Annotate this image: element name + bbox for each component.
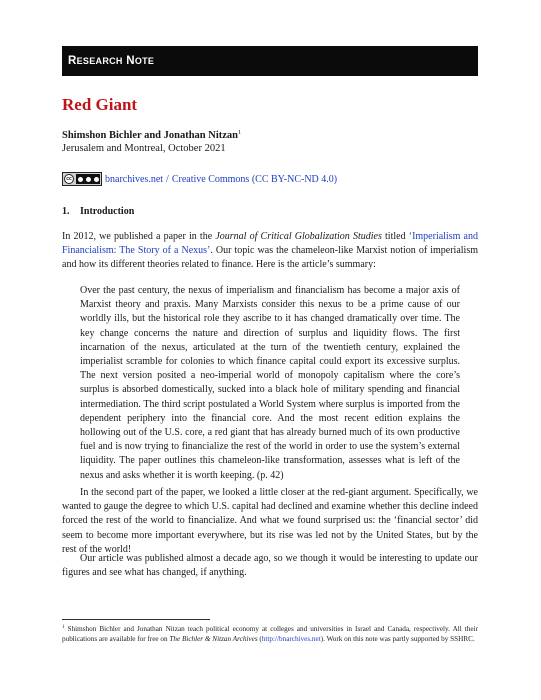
- intro-paragraph: [62, 230, 478, 273]
- text-run: . Our topic was the chameleon-like Marxist notion of imperialism and how its different theories related to finance. Here is the article’s summary:: [62, 245, 478, 271]
- banner-letter: N: [126, 55, 135, 67]
- summary-blockquote: Over the past century, the nexus of imperialism and financialism has become a major axis of Marxist theory and praxis. Many Marxists consider this nexus to be a prime cause of our worldly ills, but the historical role they ascribe to it has changed dramatically over time. The key change concerns the nature and direction of surplus and liquidity flows. The first incarnation of the nexus, articulated at the turn of the twentieth century, explained the imperialist scramble for colonies to which finance capital could export its excessive surplus. The next version posited a neo-imperial world of monopoly capitalism where the core’s surplus is absorbed domestically, sucked into a black hole of military spending and financial intermediation. The third script postulated a World System where surplus is imported from the dependent periphery into the financial core. And the most recent edition explains the hollowing out of the U.S. core, a red giant that has already burned much of its own productive fuel and is now trying to financialize the rest of the world in order to use the system’s external liquidity. The paper outlines this chameleon-like transformation, assesses what is left of the nexus and asks whether it is worth keeping. (p. 42): [80, 285, 460, 481]
- text-run: titled: [381, 231, 409, 242]
- body-paragraph: Our article was published almost a decade ago, so we though it would be interesting to update our figures and see what has changed, if anything.: [62, 553, 478, 579]
- archive-name: The Bichler & Nitzan Archives: [169, 635, 258, 644]
- section-title: Introduction: [80, 206, 135, 217]
- banner-letter: R: [68, 55, 77, 67]
- journal-name: Journal of Critical Globalization Studies: [215, 231, 382, 242]
- footnote: [62, 623, 478, 645]
- text-run: ). Work on this note was partly supported by SSHRC.: [320, 635, 475, 644]
- link-separator: /: [166, 173, 169, 185]
- footnote-marker: 1: [62, 625, 65, 630]
- cc-license-icon[interactable]: [62, 172, 102, 186]
- cc-logo-icon: cc: [64, 174, 74, 184]
- site-link[interactable]: bnarchives.net: [105, 173, 164, 185]
- banner-word-rest: OTE: [134, 56, 155, 66]
- text-run: (: [257, 635, 262, 644]
- paper-link[interactable]: ‘Imperialism and Financialism: The Story of a Nexus’: [62, 231, 478, 257]
- footnote-rule: [62, 619, 210, 620]
- archive-link[interactable]: http://bnarchives.net: [261, 635, 321, 644]
- body-paragraph: In the second part of the paper, we looked a little closer at the red-giant argument. Specifically, we wanted to gauge the degree to which U.S. capital had declined and examine whether this decline indeed forced the rest of the world to financialize. And what we found surprised us: the ‘financial sector’ did seem to become more important everywhere, but its rise was led not by the United States, but by the rest of the world!: [62, 487, 478, 555]
- license-line: [62, 172, 337, 186]
- section-heading: [62, 206, 134, 217]
- banner-word-rest: ESEARCH: [76, 56, 123, 66]
- text-run: Shimshon Bichler and Jonathan Nitzan teach political economy at colleges and universities in Israel and Canada, respectively. All their publications are available for free on: [62, 625, 478, 644]
- text-run: In 2012, we published a paper in the: [62, 231, 216, 242]
- cc-by-nc-nd-icon: [76, 174, 100, 184]
- authors: Shimshon Bichler and Jonathan Nitzan: [62, 130, 239, 141]
- place-date: Jerusalem and Montreal, October 2021: [62, 143, 226, 154]
- paper-title: Red Giant: [62, 95, 138, 114]
- section-number: 1.: [62, 206, 70, 217]
- research-note-banner: [62, 46, 478, 76]
- footnote-ref[interactable]: 1: [238, 129, 242, 136]
- authors-line: [62, 129, 241, 141]
- license-link[interactable]: Creative Commons (CC BY-NC-ND 4.0): [171, 173, 338, 185]
